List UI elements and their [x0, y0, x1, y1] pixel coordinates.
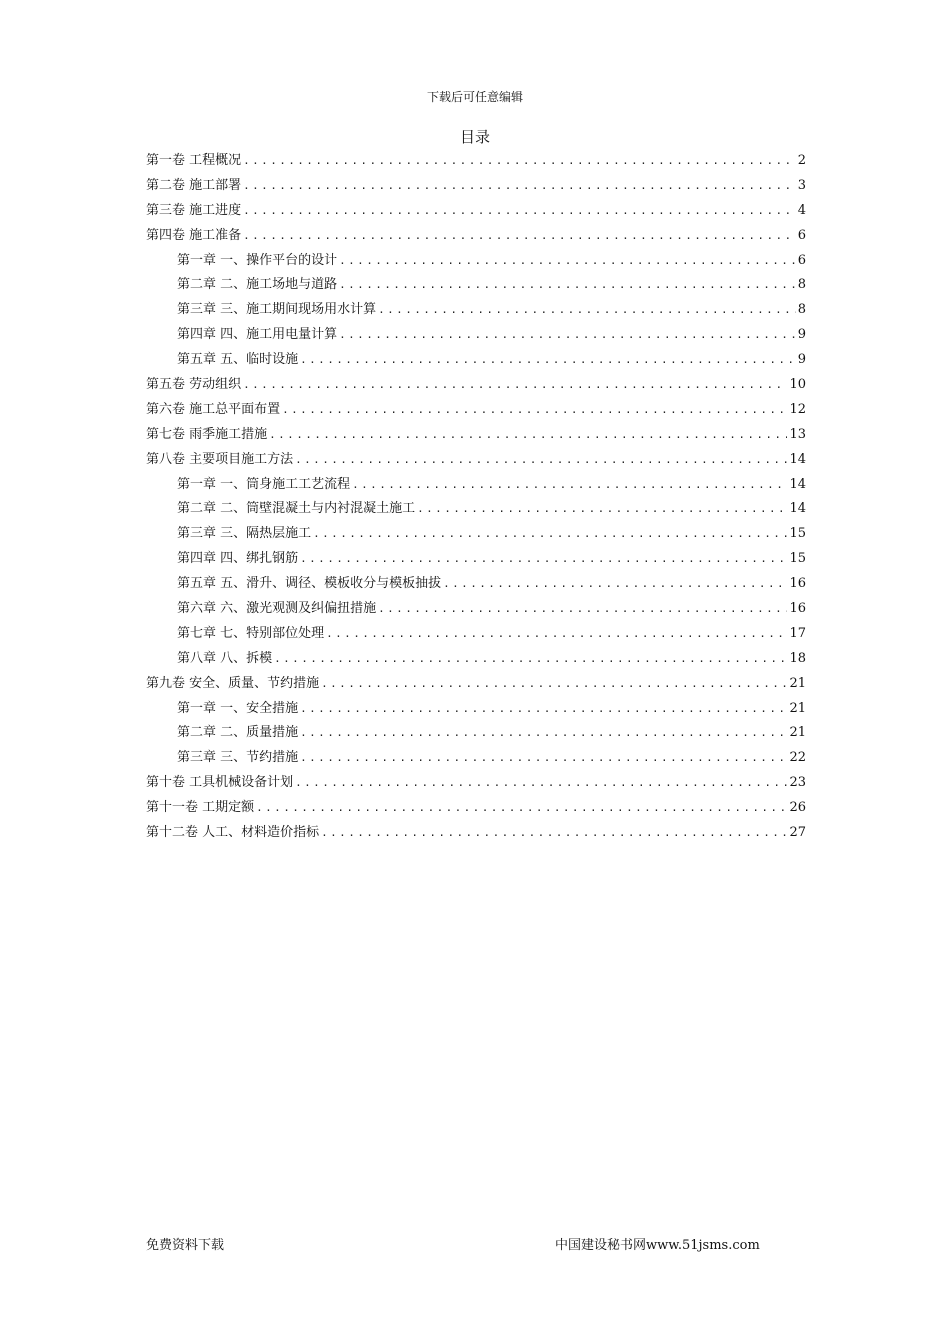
toc-entry-label: 第三章 三、施工期间现场用水计算 [177, 302, 377, 318]
toc-dot-leader [295, 773, 787, 793]
toc-dot-leader [321, 823, 787, 843]
toc-entry[interactable] [146, 823, 806, 848]
toc-dot-leader [313, 524, 787, 544]
toc-entry-page: 21 [789, 725, 806, 741]
toc-entry-page: 16 [789, 601, 806, 617]
toc-entry-page: 15 [789, 551, 806, 567]
toc-entry-page: 8 [797, 277, 806, 293]
toc-entry[interactable] [146, 475, 806, 500]
toc-entry-page: 13 [789, 426, 806, 442]
toc-entry[interactable] [146, 624, 806, 649]
toc-entry-label: 第一卷 工程概况 [146, 153, 242, 168]
toc-dot-leader [378, 300, 796, 320]
toc-entry[interactable] [146, 300, 806, 325]
footer-right-text: 中国建设秘书网www.51jsms.com [555, 1238, 760, 1253]
toc-entry[interactable] [146, 574, 806, 599]
toc-entry[interactable] [146, 425, 806, 450]
toc-entry-page: 8 [797, 302, 806, 318]
toc-entry-label: 第四卷 施工准备 [146, 227, 242, 243]
toc-dot-leader [243, 375, 787, 395]
toc-entry-label: 第五卷 劳动组织 [146, 377, 242, 393]
toc-dot-leader [339, 251, 796, 271]
toc-entry[interactable] [146, 773, 806, 798]
toc-entry-page: 9 [797, 327, 806, 343]
toc-entry[interactable] [146, 251, 806, 276]
toc-entry-label: 第三章 三、节约措施 [177, 750, 299, 766]
toc-title: 目录 [459, 128, 490, 146]
toc-dot-leader [243, 226, 796, 246]
toc-entry-label: 第三章 三、隔热层施工 [177, 526, 312, 542]
toc-entry-page: 3 [797, 177, 806, 193]
toc-entry-page: 6 [797, 227, 806, 243]
toc-entry-page: 21 [789, 700, 806, 716]
toc-entry-page: 23 [789, 775, 806, 791]
toc-dot-leader [339, 325, 796, 345]
toc-entry-label: 第九卷 安全、质量、节约措施 [146, 675, 320, 691]
toc-entry-label: 第十卷 工具机械设备计划 [146, 775, 294, 791]
toc-entry-page: 16 [789, 576, 806, 592]
toc-entry-label: 第二卷 施工部署 [146, 177, 242, 193]
toc-entry-label: 第二章 二、筒壁混凝土与内衬混凝土施工 [177, 501, 416, 517]
toc-entry-label: 第二章 二、施工场地与道路 [177, 277, 338, 293]
toc-entry[interactable] [146, 524, 806, 549]
toc-entry-page: 14 [789, 451, 806, 467]
toc-dot-leader [295, 450, 787, 470]
toc-entry[interactable] [146, 450, 806, 475]
toc-entry-label: 第四章 四、施工用电量计算 [177, 327, 338, 343]
toc-dot-leader [326, 624, 787, 644]
table-of-contents [146, 151, 806, 848]
toc-entry-label: 第八卷 主要项目施工方法 [146, 451, 294, 467]
toc-entry[interactable] [146, 350, 806, 375]
toc-dot-leader [282, 400, 787, 420]
toc-entry[interactable] [146, 798, 806, 823]
toc-entry[interactable] [146, 699, 806, 724]
toc-entry-label: 第六章 六、激光观测及纠偏扭措施 [177, 601, 377, 617]
toc-entry[interactable] [146, 599, 806, 624]
toc-entry[interactable] [146, 201, 806, 226]
toc-entry-page: 18 [789, 650, 806, 666]
toc-entry-page: 17 [789, 625, 806, 641]
toc-dot-leader [443, 574, 787, 594]
toc-entry[interactable] [146, 176, 806, 201]
toc-entry[interactable] [146, 375, 806, 400]
toc-dot-leader [269, 425, 787, 445]
toc-entry-label: 第六卷 施工总平面布置 [146, 401, 281, 417]
toc-entry-page: 10 [789, 377, 806, 393]
toc-dot-leader [243, 201, 796, 221]
toc-entry[interactable] [146, 748, 806, 773]
toc-dot-leader [300, 748, 787, 768]
toc-entry[interactable] [146, 275, 806, 300]
toc-entry[interactable] [146, 400, 806, 425]
toc-entry-label: 第七卷 雨季施工措施 [146, 426, 268, 442]
toc-dot-leader [352, 475, 787, 495]
toc-entry-label: 第十一卷 工期定额 [146, 800, 255, 816]
toc-entry-page: 2 [797, 153, 806, 168]
toc-entry-label: 第四章 四、绑扎钢筋 [177, 551, 299, 567]
toc-dot-leader [300, 723, 787, 743]
toc-entry-page: 4 [797, 202, 806, 218]
toc-dot-leader [378, 599, 787, 619]
toc-entry[interactable] [146, 549, 806, 574]
toc-dot-leader [300, 699, 787, 719]
toc-dot-leader [321, 674, 787, 694]
toc-entry-label: 第一章 一、安全措施 [177, 700, 299, 716]
toc-entry-label: 第三卷 施工进度 [146, 202, 242, 218]
toc-dot-leader [243, 151, 796, 171]
toc-entry[interactable] [146, 226, 806, 251]
toc-entry-page: 27 [789, 825, 806, 841]
toc-dot-leader [339, 275, 796, 295]
toc-entry-label: 第一章 一、操作平台的设计 [177, 252, 338, 268]
toc-entry-page: 15 [789, 526, 806, 542]
toc-dot-leader [417, 499, 787, 519]
toc-dot-leader [274, 649, 787, 669]
toc-entry-label: 第八章 八、拆模 [177, 650, 273, 666]
footer-left-text: 免费资料下载 [146, 1238, 225, 1253]
toc-entry-page: 14 [789, 501, 806, 517]
toc-entry-label: 第五章 五、临时设施 [177, 352, 299, 368]
toc-entry-page: 26 [789, 800, 806, 816]
toc-entry-label: 第五章 五、滑升、调径、模板收分与模板抽拔 [177, 576, 442, 592]
toc-entry[interactable] [146, 325, 806, 350]
toc-entry[interactable] [146, 723, 806, 748]
toc-entry-page: 6 [797, 252, 806, 268]
toc-entry-page: 14 [789, 476, 806, 492]
toc-entry-page: 9 [797, 352, 806, 368]
toc-dot-leader [300, 350, 796, 370]
toc-entry-page: 12 [789, 401, 806, 417]
toc-entry-page: 21 [789, 675, 806, 691]
toc-entry-page: 22 [789, 750, 806, 766]
toc-entry[interactable] [146, 499, 806, 524]
page-header: 下载后可任意编辑 [426, 90, 523, 104]
toc-entry-label: 第十二卷 人工、材料造价指标 [146, 825, 320, 841]
toc-dot-leader [300, 549, 787, 569]
toc-entry[interactable] [146, 649, 806, 674]
toc-entry-label: 第七章 七、特别部位处理 [177, 625, 325, 641]
toc-dot-leader [243, 176, 796, 196]
toc-dot-leader [256, 798, 787, 818]
toc-entry[interactable] [146, 674, 806, 699]
toc-entry-label: 第一章 一、筒身施工工艺流程 [177, 476, 351, 492]
toc-entry[interactable] [146, 151, 806, 176]
toc-entry-label: 第二章 二、质量措施 [177, 725, 299, 741]
